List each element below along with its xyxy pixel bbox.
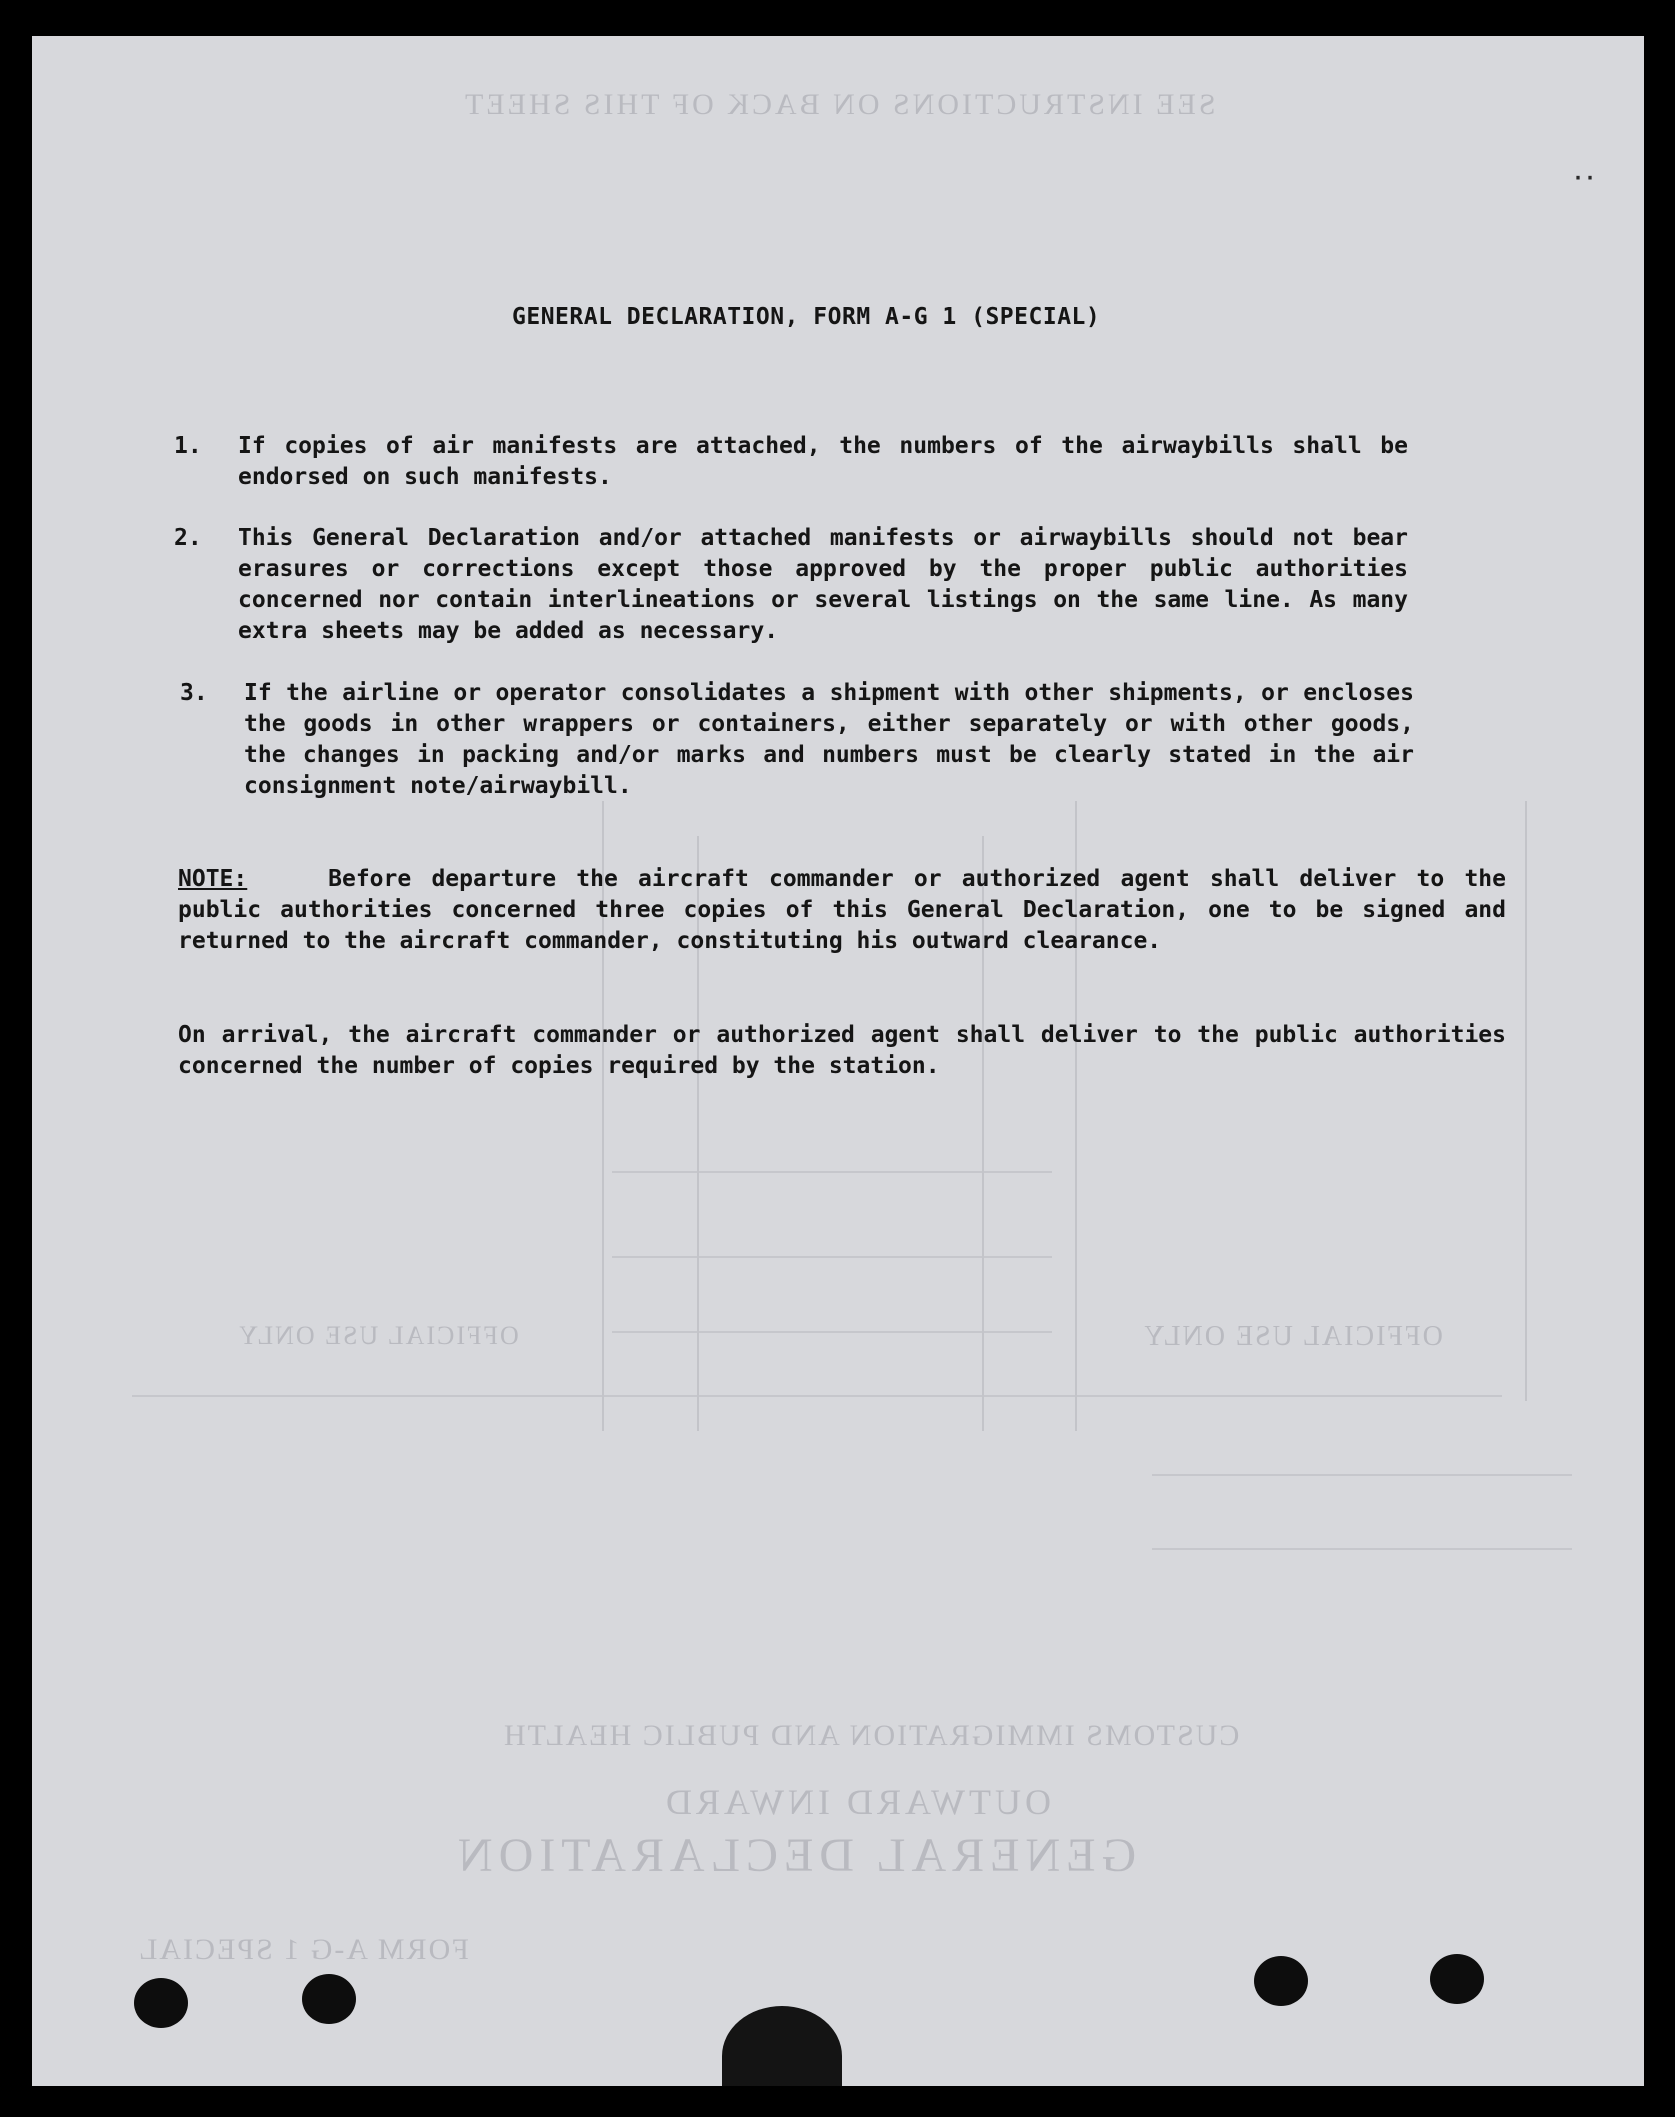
note-label: NOTE:: [178, 866, 248, 892]
punch-hole: [1254, 1956, 1308, 2006]
show-through-line: OUTWARD INWARD: [662, 1782, 1051, 1822]
item-number: 3.: [180, 680, 208, 706]
item-text: If the airline or operator consolidates a shipment with other shipments, or encloses the goods in other wrappers or containers, either separately or with other goods, the changes in packing and/or marks and numbers must be clearly stated in the air consignment note/airwaybill.: [244, 680, 1414, 799]
show-through-line: CUSTOMS IMMIGRATION AND PUBLIC HEALTH: [502, 1719, 1240, 1752]
show-through-line: SEE INSTRUCTIONS ON BACK OF THIS SHEET: [462, 88, 1216, 121]
document-page: [32, 36, 1644, 2086]
note-paragraph: [178, 864, 1506, 957]
page-title: GENERAL DECLARATION, FORM A-G 1 (SPECIAL): [512, 304, 1101, 330]
item-number: 1.: [174, 433, 202, 459]
show-through-rule: [612, 1171, 1052, 1173]
show-through-rule: [1525, 801, 1527, 1401]
arrival-paragraph: On arrival, the aircraft commander or authorized agent shall deliver to the public authorities concerned the number of copies required by the station.: [178, 1022, 1506, 1079]
show-through-line: OFFICIAL USE ONLY: [237, 1321, 519, 1350]
show-through-line: OFFICIAL USE ONLY: [1142, 1321, 1443, 1352]
punch-hole: [134, 1978, 188, 2028]
show-through-rule: [612, 1331, 1052, 1333]
item-text: If copies of air manifests are attached, the numbers of the airwaybills shall be endorsed on such manifests.: [238, 433, 1408, 490]
show-through-line: FORM A-G 1 SPECIAL: [137, 1933, 469, 1966]
show-through-rule: [1152, 1548, 1572, 1550]
item-number: 2.: [174, 525, 202, 551]
punch-hole: [1430, 1954, 1484, 2004]
show-through-rule: [132, 1395, 1502, 1397]
item-text: This General Declaration and/or attached manifests or airwaybills should not bear erasures or corrections except those approved by the proper public authorities concerned nor contain interlineations or several listings on the same line. As many extra sheets may be added as necessary.: [238, 525, 1408, 644]
show-through-rule: [612, 1256, 1052, 1258]
punch-hole: [302, 1974, 356, 2024]
torn-edge: [722, 2006, 842, 2086]
note-text: Before departure the aircraft commander or authorized agent shall deliver to the public authorities concerned three copies of this General Declaration, one to be signed and returned to the aircraft commander, constituting his outward clearance.: [178, 866, 1507, 954]
show-through-line: GENERAL DECLARATION: [452, 1829, 1137, 1882]
stray-mark: ··: [1572, 166, 1597, 190]
show-through-rule: [1152, 1474, 1572, 1476]
